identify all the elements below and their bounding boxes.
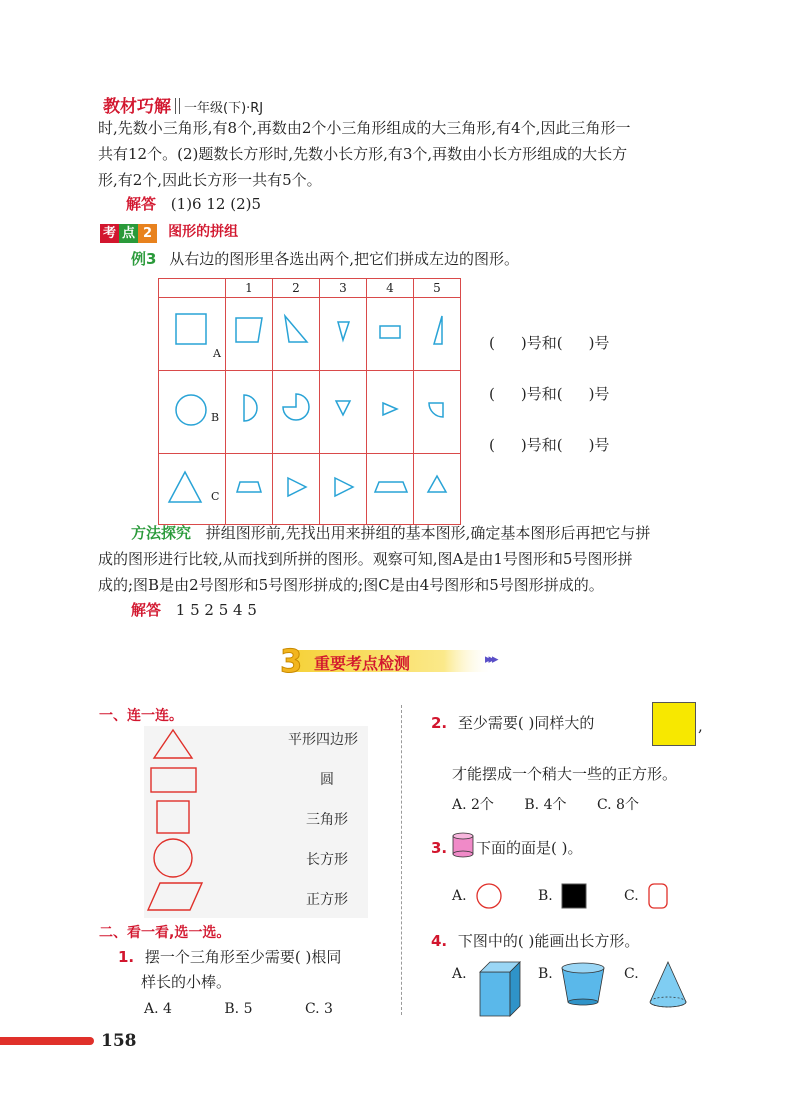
intro-line-3: 形,有2个,因此长方形一共有5个。 xyxy=(98,171,322,189)
option-b[interactable]: B. xyxy=(538,966,553,982)
triangle-shape xyxy=(273,454,319,520)
blank-open: ( xyxy=(489,334,495,352)
grid-cell xyxy=(226,454,273,525)
option-c[interactable]: C. xyxy=(624,966,639,982)
row-label: C xyxy=(211,490,220,503)
shape-label: 三角形 xyxy=(306,812,348,828)
circle-shape xyxy=(154,839,192,877)
trapezoid-shape xyxy=(226,298,272,366)
q1-options xyxy=(144,999,333,1019)
column-divider xyxy=(401,705,402,1015)
grid-col-header: 3 xyxy=(320,279,367,298)
banner-arrows: ▸▸▸ xyxy=(485,652,496,667)
bucket-icon xyxy=(558,960,608,1006)
footer-bar xyxy=(0,1037,94,1045)
connect-shapes xyxy=(144,726,224,918)
shape-grid xyxy=(158,278,461,525)
blank-mid: )号和( xyxy=(520,385,563,403)
quarter-circle-shape xyxy=(414,371,460,449)
option-a[interactable]: A. 2个 xyxy=(452,797,494,813)
triangle-shape xyxy=(273,298,319,366)
example-label: 例3 xyxy=(131,250,157,268)
rounded-rect-option-icon xyxy=(646,881,670,911)
triangle-shape xyxy=(320,298,366,366)
q1-text-2: 样长的小棒。 xyxy=(141,973,232,991)
grid-cell xyxy=(320,454,367,525)
triangle-shape xyxy=(320,371,366,449)
grid-cell xyxy=(320,298,367,371)
row-b-target xyxy=(159,371,226,454)
grid-col-header: 4 xyxy=(367,279,414,298)
grid-cell xyxy=(273,454,320,525)
method-line-3: 成的;图B是由2号图形和5号图形拼成的;图C是由4号图形和5号图形拼成的。 xyxy=(98,576,604,594)
header-divider xyxy=(175,98,180,114)
answer-blank-b[interactable] xyxy=(489,384,609,404)
blank-close: )号 xyxy=(588,385,610,403)
row-label: A xyxy=(213,347,221,360)
q2-options xyxy=(452,795,639,815)
row-label: B xyxy=(211,411,220,424)
blank-open: ( xyxy=(489,436,495,454)
semicircle-shape xyxy=(226,371,272,449)
option-c[interactable]: C. xyxy=(624,888,639,904)
option-b[interactable]: B. 5 xyxy=(224,1001,253,1017)
example-line xyxy=(131,249,519,269)
q2-line-1 xyxy=(431,713,594,733)
option-a[interactable]: A. xyxy=(452,888,467,904)
example-text: 从右边的图形里各选出两个,把它们拼成左边的图形。 xyxy=(169,250,519,268)
grid-cell xyxy=(414,454,461,525)
intro-line-2: 共有12个。(2)题数长方形时,先数小长方形,有3个,再数由小长方形组成的大长方 xyxy=(98,145,628,163)
triangle-shape xyxy=(414,298,460,366)
method-line-2: 成的图形进行比较,从而找到所拼的图形。观察可知,图A是由1号图形和5号图形拼 xyxy=(98,550,633,568)
grid-cell xyxy=(367,454,414,525)
answer-label: 解答 xyxy=(126,195,157,213)
parallelogram-shape xyxy=(148,883,202,910)
method-text-1: 拼组图形前,先找出用来拼组的基本图形,确定基本图形后再把它与拼 xyxy=(205,524,651,542)
blank-mid: )号和( xyxy=(520,436,563,454)
q1-text-1: 摆一个三角形至少需要( )根同 xyxy=(144,948,342,966)
blank-close: )号 xyxy=(588,436,610,454)
grid-cell xyxy=(414,298,461,371)
shape-label: 圆 xyxy=(320,772,334,788)
section-tag-1: 考 xyxy=(100,224,119,243)
q1-line-1 xyxy=(118,947,341,967)
triangle-shape xyxy=(320,454,366,520)
q4-options xyxy=(452,958,702,1020)
intro-answer xyxy=(126,194,261,214)
triangle-shape xyxy=(367,371,413,449)
grid-cell xyxy=(320,371,367,454)
grid-cell xyxy=(273,371,320,454)
q-choose-title: 二、看一看,选一选。 xyxy=(99,925,231,941)
answer-text: (1)6 12 (2)5 xyxy=(170,195,262,213)
square-shape xyxy=(157,801,189,833)
q-connect-title: 一、连一连。 xyxy=(99,708,183,724)
blank-close: )号 xyxy=(588,334,610,352)
grid-col-header: 2 xyxy=(273,279,320,298)
option-b[interactable]: B. xyxy=(538,888,553,904)
triangle-shape xyxy=(154,730,192,758)
shape-label: 长方形 xyxy=(306,852,348,868)
grid-col-header: 5 xyxy=(414,279,461,298)
method-label: 方法探究 xyxy=(131,524,192,542)
q3-options xyxy=(452,880,702,912)
option-c[interactable]: C. 3 xyxy=(304,1001,333,1017)
grid-cell xyxy=(367,371,414,454)
q2-number: 2. xyxy=(431,714,448,732)
grid-cell xyxy=(226,371,273,454)
grid-cell xyxy=(367,298,414,371)
answer-blank-a[interactable] xyxy=(489,333,609,353)
triangle-shape xyxy=(159,456,225,522)
blank-open: ( xyxy=(489,385,495,403)
grid-col-header: 1 xyxy=(226,279,273,298)
intro-line-1: 时,先数小三角形,有8个,再数由2个小三角形组成的大三角形,有4个,因此三角形一 xyxy=(98,119,631,137)
section-tag-3: 2 xyxy=(138,224,157,243)
page-header xyxy=(103,92,264,117)
option-a[interactable]: A. 4 xyxy=(144,1001,172,1017)
cylinder-icon xyxy=(451,831,475,859)
cuboid-icon xyxy=(474,958,526,1018)
book-title: 教材巧解 xyxy=(103,97,171,117)
shape-label: 平形四边形 xyxy=(288,732,358,748)
section-heading xyxy=(100,221,238,241)
grid-corner xyxy=(159,279,226,298)
trapezoid-shape xyxy=(367,454,413,520)
q1-number: 1. xyxy=(118,948,135,966)
row-a-target xyxy=(159,298,226,371)
option-b[interactable]: B. 4个 xyxy=(524,797,567,813)
answer-label: 解答 xyxy=(131,601,162,619)
q3-text: 下面的面是( )。 xyxy=(476,839,583,857)
method-line-1 xyxy=(131,523,650,543)
circle-option-icon xyxy=(474,881,504,911)
book-subtitle: 一年级(下)·RJ xyxy=(184,101,264,116)
yellow-square xyxy=(652,702,696,746)
grid-cell xyxy=(414,371,461,454)
blank-mid: )号和( xyxy=(520,334,563,352)
grid-cell xyxy=(273,298,320,371)
triangle-shape xyxy=(414,454,460,520)
option-a[interactable]: A. xyxy=(452,966,467,982)
black-square-option-icon xyxy=(560,882,588,910)
answer-blank-c[interactable] xyxy=(489,435,609,455)
q2-comma: , xyxy=(698,717,703,735)
page-number: 158 xyxy=(101,1031,137,1051)
section-tag-2: 点 xyxy=(119,224,138,243)
rectangle-shape xyxy=(151,768,196,792)
shape-label: 正方形 xyxy=(306,892,348,908)
section-title: 图形的拼组 xyxy=(168,224,239,240)
banner-number: 3 xyxy=(280,642,303,680)
connect-panel xyxy=(144,726,368,918)
three-quarter-circle-shape xyxy=(273,371,319,449)
banner-title: 重要考点检测 xyxy=(314,654,411,673)
q2-text-2: 才能摆成一个稍大一些的正方形。 xyxy=(452,765,678,783)
option-c[interactable]: C. 8个 xyxy=(596,797,639,813)
method-answer xyxy=(131,600,257,620)
answer-text: 1 5 2 5 4 5 xyxy=(175,601,257,619)
grid-cell xyxy=(226,298,273,371)
q2-text-1: 至少需要( )同样大的 xyxy=(457,714,595,732)
q4-line xyxy=(431,931,639,951)
row-c-target xyxy=(159,454,226,525)
cone-icon xyxy=(646,958,690,1010)
rectangle-shape xyxy=(367,298,413,366)
q4-text: 下图中的( )能画出长方形。 xyxy=(457,932,640,950)
q3-number: 3. xyxy=(431,839,448,857)
trapezoid-shape xyxy=(226,454,272,520)
section-banner xyxy=(280,642,520,680)
q4-number: 4. xyxy=(431,932,448,950)
